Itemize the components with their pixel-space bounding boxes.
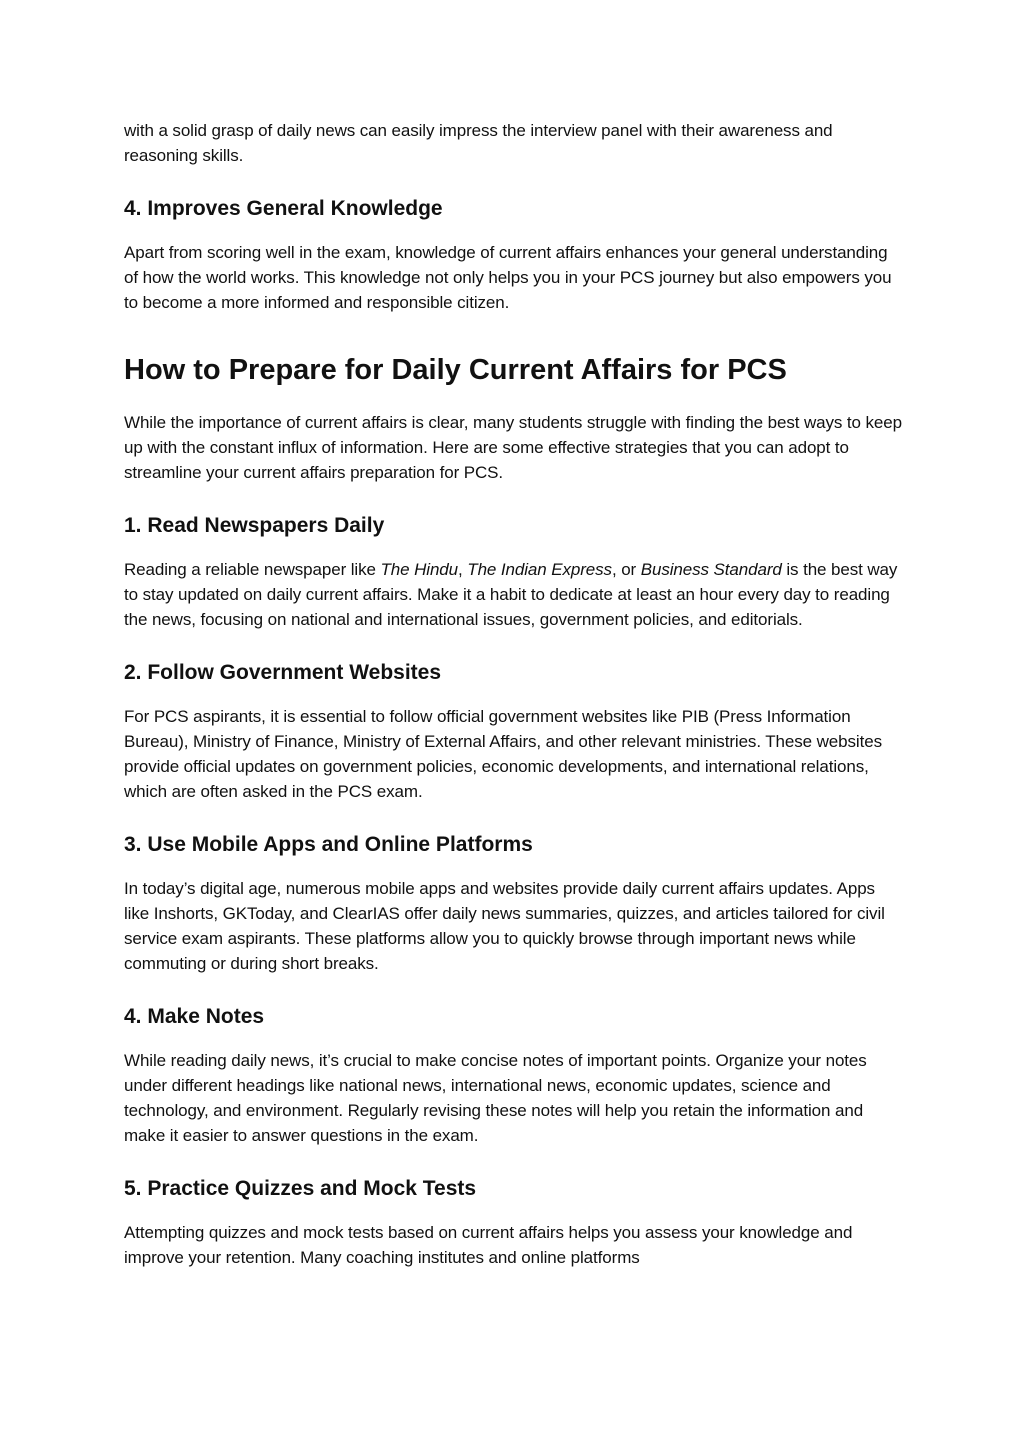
heading-how-to-prepare: How to Prepare for Daily Current Affairs for PCS	[124, 354, 787, 386]
newspapers-sep1: ,	[458, 560, 468, 579]
heading-practice-quizzes: 5. Practice Quizzes and Mock Tests	[124, 1177, 477, 1200]
paragraph-how-to-prepare: While the importance of current affairs is clear, many students struggle with finding the best ways to keep up with the constant influx of information. Here are some effective strategies that you can adopt to streamline your current affairs preparation for PCS.	[124, 413, 902, 482]
newspaper-the-hindu: The Hindu	[380, 560, 459, 579]
paragraph-general-knowledge: Apart from scoring well in the exam, knowledge of current affairs enhances your general understanding of how the world works. This knowledge not only helps you in your PCS journey but also empowers you to become a more informed and responsible citizen.	[124, 243, 892, 312]
newspapers-sep2: , or	[611, 560, 641, 579]
document-page	[124, 118, 904, 1270]
heading-mobile-apps: 3. Use Mobile Apps and Online Platforms	[124, 833, 533, 856]
newspapers-rest: is the best way to stay updated on daily current affairs. Make it a habit to dedicate at least an hour every day to reading the news, focusing on national and international issues, government policies, and editorials.	[124, 560, 898, 629]
paragraph-government-websites: For PCS aspirants, it is essential to follow official government websites like PIB (Press Information Bureau), Ministry of Finance, Ministry of External Affairs, and other relevant ministries. These websites provide official updates on government policies, economic developments, and international relations, which are often asked in the PCS exam.	[124, 707, 882, 801]
heading-make-notes: 4. Make Notes	[124, 1005, 265, 1028]
paragraph-read-newspapers	[124, 557, 904, 632]
paragraph-mobile-apps: In today’s digital age, numerous mobile apps and websites provide daily current affairs updates. Apps like Inshorts, GKToday, and ClearIAS offer daily news summaries, quizzes, and articles tailored for civil service exam aspirants. These platforms allow you to quickly browse through important news while commuting or during short breaks.	[124, 879, 885, 973]
paragraph-make-notes: While reading daily news, it’s crucial to make concise notes of important points. Organize your notes under different headings like national news, international news, economic updates, science and technology, and environment. Regularly revising these notes will help you retain the information and make it easier to answer questions in the exam.	[124, 1051, 867, 1145]
newspapers-lead: Reading a reliable newspaper like	[124, 560, 381, 579]
intro-paragraph: with a solid grasp of daily news can easily impress the interview panel with their awareness and reasoning skills.	[124, 121, 833, 165]
newspaper-business-standard: Business Standard	[640, 560, 782, 579]
heading-improves-general-knowledge: 4. Improves General Knowledge	[124, 197, 443, 220]
newspaper-indian-express: The Indian Express	[467, 560, 612, 579]
heading-read-newspapers: 1. Read Newspapers Daily	[124, 514, 385, 537]
paragraph-practice-quizzes: Attempting quizzes and mock tests based on current affairs helps you assess your knowledge and improve your retention. Many coaching institutes and online platforms	[124, 1223, 853, 1267]
heading-follow-government-websites: 2. Follow Government Websites	[124, 661, 442, 684]
